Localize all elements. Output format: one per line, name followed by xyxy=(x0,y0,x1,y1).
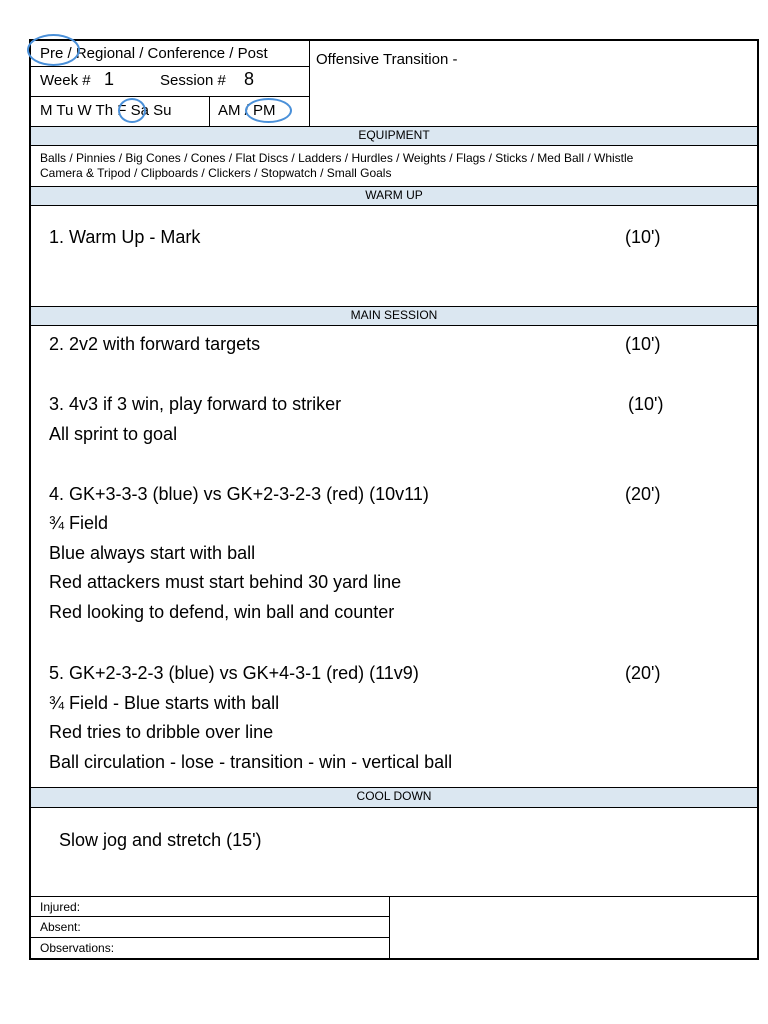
session-value: 8 xyxy=(244,69,255,89)
ampm-divider xyxy=(209,96,210,126)
header-row-line-1 xyxy=(31,66,309,67)
absent-label: Absent: xyxy=(40,920,81,934)
pm-selected-circle xyxy=(245,98,292,123)
footer-divider xyxy=(389,896,390,958)
observations-label: Observations: xyxy=(40,941,115,955)
session-title: Offensive Transition - xyxy=(316,51,458,68)
warmup-duration: (10') xyxy=(625,227,661,247)
equipment-heading: EQUIPMENT xyxy=(31,126,757,146)
season-pre-selected-circle xyxy=(27,34,80,66)
header-row-line-2 xyxy=(31,96,309,97)
drill-4-duration: (20') xyxy=(625,484,661,504)
footer-row-line-1 xyxy=(31,916,389,917)
drill-4-note-2: Blue always start with ball xyxy=(49,543,256,563)
session-label: Session # xyxy=(160,72,226,89)
equipment-list-line-2: Camera & Tripod / Clipboards / Clickers / Stopwatch / Small Goals xyxy=(40,166,392,180)
week-label: Week # xyxy=(40,72,91,89)
header-divider xyxy=(309,41,310,126)
warmup-heading: WARM UP xyxy=(31,186,757,206)
warmup-item: 1. Warm Up - Mark xyxy=(49,227,201,247)
ampm-options: AM / PM xyxy=(218,102,276,119)
equipment-list-line-1: Balls / Pinnies / Big Cones / Cones / Flat Discs / Ladders / Hurdles / Weights / Flags / Sticks / Med Ball / Whistle xyxy=(40,151,634,165)
season-options: Pre / Regional / Conference / Post xyxy=(40,45,268,62)
drill-4-note-4: Red looking to defend, win ball and counter xyxy=(49,602,395,622)
day-options: M Tu W Th F Sa Su xyxy=(40,102,172,119)
main-session-heading: MAIN SESSION xyxy=(31,306,757,326)
drill-4-title: 4. GK+3-3-3 (blue) vs GK+2-3-2-3 (red) (10v11) xyxy=(49,484,429,504)
drill-5-duration: (20') xyxy=(625,663,661,683)
day-friday-selected-circle xyxy=(118,98,146,123)
drill-3-title: 3. 4v3 if 3 win, play forward to striker xyxy=(49,394,342,414)
drill-3-duration: (10') xyxy=(628,394,664,414)
cooldown-heading: COOL DOWN xyxy=(31,787,757,808)
drill-5-title: 5. GK+2-3-2-3 (blue) vs GK+4-3-1 (red) (11v9) xyxy=(49,663,419,683)
drill-4-note-1: ¾ Field xyxy=(49,513,109,533)
week-value: 1 xyxy=(104,69,115,89)
drill-2-duration: (10') xyxy=(625,334,661,354)
drill-4-note-3: Red attackers must start behind 30 yard line xyxy=(49,572,402,592)
drill-3-note-1: All sprint to goal xyxy=(49,424,178,444)
drill-2-title: 2. 2v2 with forward targets xyxy=(49,334,261,354)
injured-label: Injured: xyxy=(40,900,81,914)
drill-5-note-3: Ball circulation - lose - transition - win - vertical ball xyxy=(49,752,453,772)
drill-5-note-1: ¾ Field - Blue starts with ball xyxy=(49,693,280,713)
footer-row-line-2 xyxy=(31,937,389,938)
drill-5-note-2: Red tries to dribble over line xyxy=(49,722,274,742)
cooldown-item: Slow jog and stretch (15') xyxy=(59,830,262,850)
footer-top-line xyxy=(31,896,757,897)
